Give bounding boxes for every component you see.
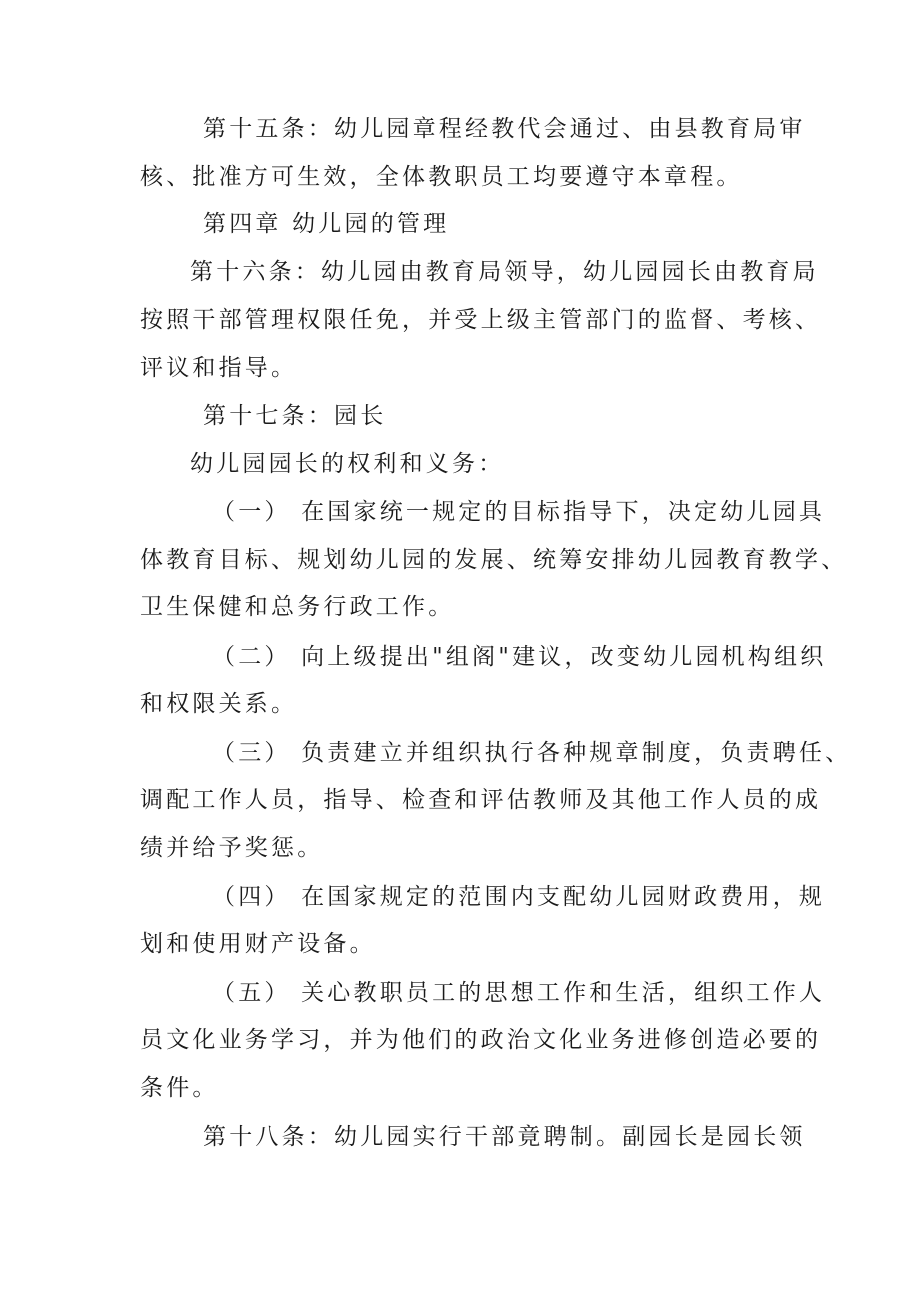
text-line: 条件。 [140,1075,219,1101]
text-line: 第十八条：幼儿园实行干部竟聘制。副园长是园长领 [203,1124,806,1150]
text-line: 第十六条：幼儿园由教育局领导，幼儿园园长由教育局 [190,259,819,285]
list-item: （一） 在国家统一规定的目标指导下，决定幼儿园具 [212,499,826,525]
text-line: 第十五条：幼儿园章程经教代会通过、由县教育局审 [203,116,806,142]
text-line: 调配工作人员，指导、检查和评估教师及其他工作人员的成 [140,787,822,813]
chapter-heading: 第四章 幼儿园的管理 [203,211,450,237]
text-line: 和权限关系。 [140,691,298,717]
list-item: （四） 在国家规定的范围内支配幼儿园财政费用，规 [212,884,826,910]
text-line: 体教育目标、规划幼儿园的发展、统筹安排幼儿园教育教学、 [140,547,848,573]
text-line: 员文化业务学习，并为他们的政治文化业务进修创造必要的 [140,1027,822,1053]
text-line: 幼儿园园长的权利和义务： [190,451,505,477]
list-item: （五） 关心教职员工的思想工作和生活，组织工作人 [212,980,826,1006]
article-heading: 第十七条：园长 [203,403,387,429]
list-item: （三） 负责建立并组织执行各种规章制度，负责聘任、 [212,740,852,766]
text-line: 按照干部管理权限任免，并受上级主管部门的监督、考核、 [140,307,822,333]
text-line: 评议和指导。 [140,355,298,381]
text-line: 卫生保健和总务行政工作。 [140,594,455,620]
text-line: 绩并给予奖惩。 [140,835,324,861]
text-line: 划和使用财产设备。 [140,931,376,957]
list-item: （二） 向上级提出"组阁"建议，改变幼儿园机构组织 [212,644,827,670]
text-line: 核、批准方可生效，全体教职员工均要遵守本章程。 [140,164,743,190]
